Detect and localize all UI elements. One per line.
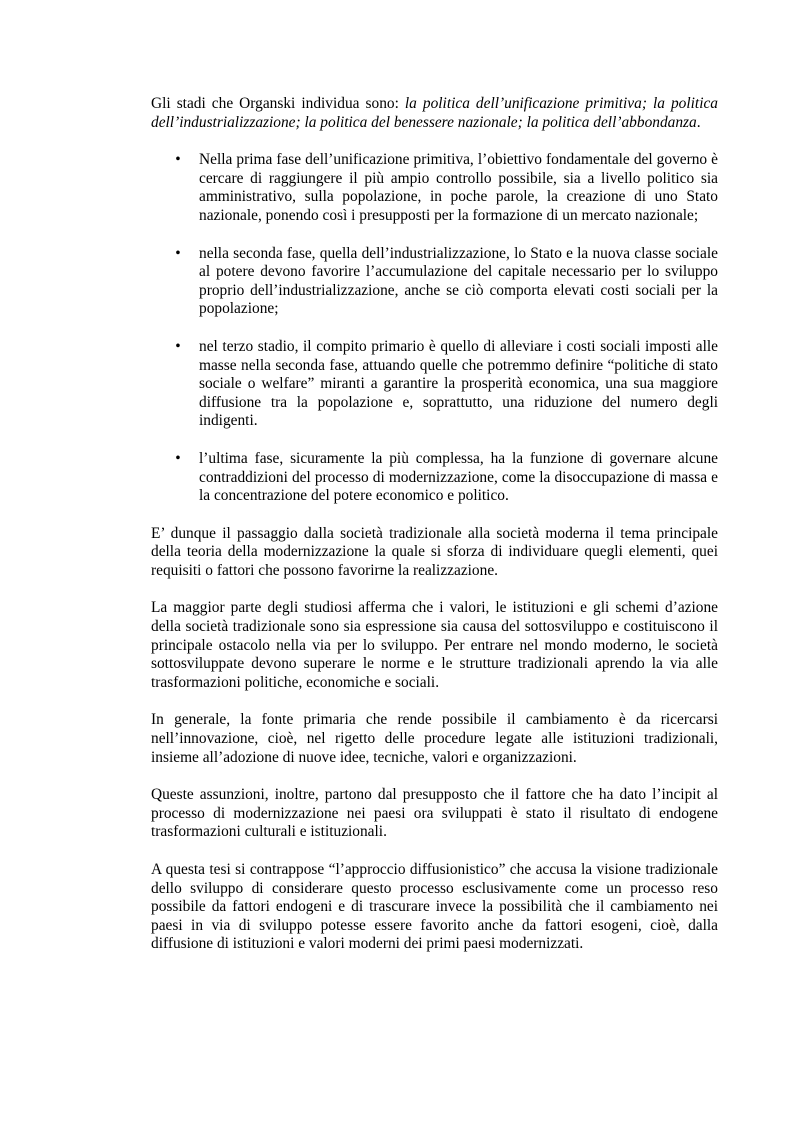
list-item: [151, 450, 718, 506]
stage-text: nella seconda fase, quella dell’industrializzazione, lo Stato e la nuova classe sociale al potere devono favorire l’accumulazione del capitale necessario per lo sviluppo proprio dell’industrializzazione, anche se ciò comporta elevati costi sociali per la popolazione;: [199, 244, 718, 318]
bullet-icon: •: [175, 244, 181, 262]
body-paragraph: La maggior parte degli studiosi afferma che i valori, le istituzioni e gli schemi d’azione della società tradizionale sono sia espressione sia causa del sottosviluppo e costituiscono il principale ostacolo nella via per lo sviluppo. Per entrare nel mondo moderno, le società sottosviluppate devono superare le norme e le strutture tradizionali aprendo la via alle trasformazioni politiche, economiche e sociali.: [151, 599, 718, 691]
stages-list: [151, 151, 718, 506]
intro-paragraph: [151, 95, 718, 132]
stage-text: nel terzo stadio, il compito primario è quello di alleviare i costi sociali imposti alle masse nella seconda fase, attuando quelle che potremmo definire “politiche di stato sociale o welfare” miranti a garantire la prosperità economica, una sua maggiore diffusione tra la popolazione e, soprattutto, una riduzione del numero degli indigenti.: [199, 337, 718, 430]
stage-text: Nella prima fase dell’unificazione primitiva, l’obiettivo fondamentale del governo è cercare di raggiungere il più ampio controllo possibile, sia a livello politico sia amministrativo, sulla popolazione, in poche parole, la creazione di uno Stato nazionale, ponendo così i presupposti per la formazione di un mercato nazionale;: [199, 151, 718, 224]
intro-stages-italic: la politica dell’unificazione primitiva; la politica dell’industrializzazione; la politica del benessere nazionale; la politica dell’abbondanza: [151, 95, 718, 131]
body-paragraph: E’ dunque il passaggio dalla società tradizionale alla società moderna il tema principale della teoria della modernizzazione la quale si sforza di individuare quegli elementi, quei requisiti o fattori che possono favorirne la realizzazione.: [151, 524, 718, 579]
bullet-icon: •: [175, 151, 181, 169]
body-paragraph: In generale, la fonte primaria che rende possibile il cambiamento è da ricercarsi nell’innovazione, cioè, nel rigetto delle procedure legate alle istituzioni tradizionali, insieme all’adozione di nuove idee, tecniche, valori e organizzazioni.: [151, 711, 718, 766]
list-item: [151, 338, 718, 431]
list-item: [151, 245, 718, 319]
bullet-icon: •: [175, 449, 181, 467]
intro-text: Gli stadi che Organski individua sono:: [151, 95, 405, 112]
body-paragraph: Queste assunzioni, inoltre, partono dal presupposto che il fattore che ha dato l’incipit al processo di modernizzazione nei paesi ora sviluppati è stato il risultato di endogene trasformazioni culturali e istituzionali.: [151, 786, 718, 841]
intro-end: .: [696, 113, 701, 131]
body-paragraph: A questa tesi si contrappose “l’approccio diffusionistico” che accusa la visione tradizionale dello sviluppo di considerare questo processo esclusivamente come un processo reso possibile da fattori endogeni e di trascurare invece la possibilità che il cambiamento nei paesi in via di sviluppo potesse essere favorito anche da fattori esogeni, cioè, dalla diffusione di istituzioni e valori moderni dei primi paesi modernizzati.: [151, 861, 718, 953]
stage-text: l’ultima fase, sicuramente la più complessa, ha la funzione di governare alcune contraddizioni del processo di modernizzazione, come la disoccupazione di massa e la concentrazione del potere economico e politico.: [199, 449, 718, 505]
list-item: [151, 151, 718, 225]
document-page: [151, 95, 718, 973]
bullet-icon: •: [175, 337, 181, 355]
